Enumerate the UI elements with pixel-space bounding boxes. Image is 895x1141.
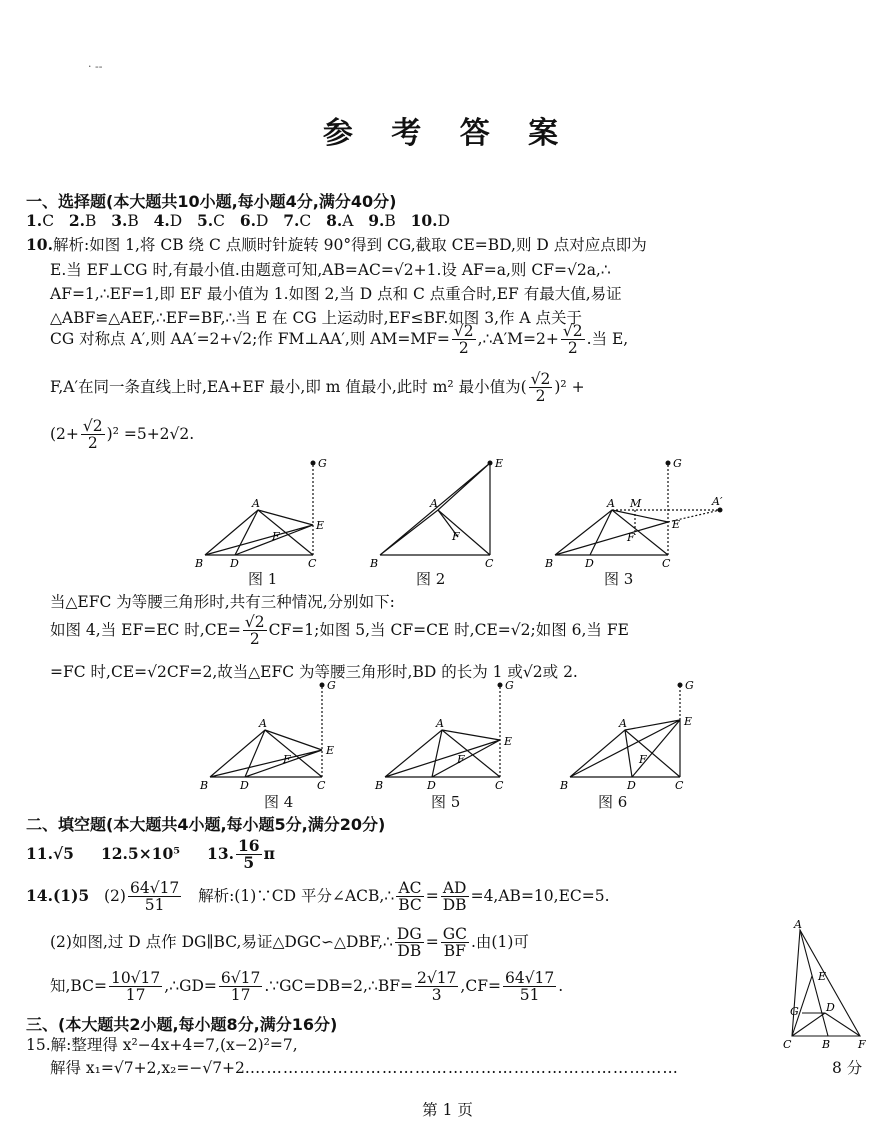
fig-caption: 图 3: [604, 570, 634, 588]
point-g: [678, 683, 683, 688]
fig-caption: 图 1: [248, 570, 278, 588]
label-f: F: [627, 531, 635, 544]
label-a: A: [252, 497, 260, 510]
point-g: [666, 461, 671, 466]
fraction: $\frac{AD}{DB}$: [442, 879, 467, 915]
q14-figure: [780, 918, 875, 1053]
label-f: F: [457, 753, 465, 766]
fraction: $\frac{√2}{2}$: [82, 417, 103, 453]
fraction: $\frac{64√17}{51}$: [504, 969, 555, 1005]
fraction: $\frac{√2}{2}$: [244, 613, 265, 649]
fraction: $\frac{DG}{DB}$: [396, 925, 422, 961]
label-e: E: [818, 970, 827, 983]
figures-1-3: [190, 455, 723, 570]
label-c: C: [485, 557, 494, 570]
label-a: A: [430, 497, 438, 510]
point-g: [498, 683, 503, 688]
figures-4-6: [195, 675, 715, 790]
q11-answer: 11.√5: [26, 843, 74, 863]
fig-caption: 图 6: [598, 793, 628, 811]
label-d: D: [240, 779, 249, 792]
answer-item: 1.C: [26, 211, 55, 230]
header-mark: · --: [88, 60, 103, 73]
label-f: F: [283, 753, 291, 766]
fig-caption: 图 5: [431, 793, 461, 811]
label-g: G: [318, 457, 327, 470]
label-c: C: [783, 1038, 792, 1051]
isosceles-line-3: =FC 时,CE=√2CF=2,故当△EFC 为等腰三角形时,BD 的长为 1 或√2或 2.: [50, 663, 578, 681]
fraction: $\frac{2√17}{3}$: [416, 969, 457, 1005]
fill-answers: 11.√5 12.5×10⁵ 13. $\frac{16}{5}$ π: [26, 836, 275, 873]
label-d: D: [427, 779, 436, 792]
page-footer: 第 1 页: [422, 1101, 473, 1119]
label-b: B: [822, 1038, 831, 1051]
answer-item: 8.A: [326, 211, 354, 230]
label-c: C: [495, 779, 504, 792]
q15-score: 8 分: [832, 1059, 863, 1077]
point-e: [488, 461, 493, 466]
q14-line-1: 14.(1)5 (2) $\frac{64√17}{51}$ 解析:(1)∵CD 平分∠ACB,∴ $\frac{AC}{BC}$ = $\frac{AD}{DB}$ =4,AB=10,EC=5.: [26, 879, 610, 915]
point-a-prime: [718, 508, 723, 513]
q15-line-2: 解得 x₁=√7+2,x₂=−√7+2.……………………………………………………………………: [50, 1059, 679, 1077]
label-b: B: [370, 557, 379, 570]
section3-heading: 三、(本大题共2小题,每小题8分,满分16分): [26, 1015, 338, 1034]
fraction: $\frac{√2}{2}$: [530, 370, 551, 406]
label-m: M: [630, 497, 642, 510]
label-f: F: [452, 530, 460, 543]
fraction: $\frac{6√17}{17}$: [220, 969, 261, 1005]
fig1-edge: [205, 510, 313, 555]
label-b: B: [195, 557, 204, 570]
label-d: D: [230, 557, 239, 570]
label-a: A: [259, 717, 267, 730]
fig5-edge: [385, 730, 500, 777]
section1-heading: 一、选择题(本大题共10小题,每小题4分,满分40分): [26, 192, 397, 211]
label-c: C: [308, 557, 317, 570]
q14-edge: [792, 930, 860, 1036]
q14-line-2: (2)如图,过 D 点作 DG∥BC,易证△DGC∽△DBF,∴ $\frac{DG}{DB}$ = $\frac{GC}{BF}$ .由(1)可: [50, 925, 529, 961]
label-a: A: [607, 497, 615, 510]
label-b: B: [560, 779, 569, 792]
q14-line-3: 知,BC= $\frac{10√17}{17}$ ,∴GD= $\frac{6√17}{17}$ .∵GC=DB=2,∴BF= $\frac{2√17}{3}$ ,CF= $\frac{64√17}{51}$ .: [50, 969, 564, 1005]
q13-label: 13.: [207, 843, 234, 863]
q10-line-6: F,A′在同一条直线上时,EA+EF 最小,即 m 值最小,此时 m² 最小值为( $\frac{√2}{2}$ )² +: [50, 370, 585, 406]
fraction: $\frac{√2}{2}$: [453, 322, 474, 358]
label-d: D: [585, 557, 594, 570]
label-d: D: [826, 1001, 835, 1014]
label-e: E: [504, 735, 513, 748]
fig4-edge: [210, 730, 322, 777]
answer-item: 7.C: [283, 211, 312, 230]
fraction: $\frac{√2}{2}$: [562, 322, 583, 358]
fraction: $\frac{10√17}{17}$: [110, 969, 161, 1005]
isosceles-line-2: 如图 4,当 EF=EC 时,CE= $\frac{√2}{2}$ CF=1;如图 5,当 CF=CE 时,CE=√2;如图 6,当 FE: [50, 613, 629, 649]
label-e: E: [316, 519, 325, 532]
label-e: E: [495, 457, 504, 470]
label-a: A: [794, 918, 802, 931]
point-g: [320, 683, 325, 688]
label-c: C: [675, 779, 684, 792]
q10-line-7: (2+ $\frac{√2}{2}$ )² =5+2√2.: [50, 417, 195, 453]
fraction: $\frac{AC}{BC}$: [398, 879, 422, 915]
label-c: C: [317, 779, 326, 792]
label-b: B: [200, 779, 209, 792]
answer-item: 9.B: [368, 211, 396, 230]
label-g: G: [327, 679, 336, 692]
label-g: G: [790, 1005, 799, 1018]
label-f: F: [858, 1038, 866, 1051]
q12-answer: 12.5×10⁵: [100, 843, 181, 863]
fig1-edge: [205, 510, 313, 555]
fraction: $\frac{16}{5}$: [238, 836, 260, 873]
answer-item: 3.B: [111, 211, 139, 230]
label-e: E: [326, 744, 335, 757]
fig1-edge: [235, 510, 258, 555]
label-g: G: [505, 679, 514, 692]
answer-item: 10.D: [410, 211, 450, 230]
isosceles-intro: 当△EFC 为等腰三角形时,共有三种情况,分别如下:: [50, 593, 395, 611]
q14-edge: [792, 930, 860, 1036]
choice-answers: [26, 211, 450, 230]
point-g: [311, 461, 316, 466]
label-a-prime: A′: [712, 495, 723, 508]
q15-line-1: 15.解:整理得 x²−4x+4=7,(x−2)²=7,: [26, 1036, 298, 1054]
section2-heading: 二、填空题(本大题共4小题,每小题5分,满分20分): [26, 815, 386, 834]
label-b: B: [545, 557, 554, 570]
label-d: D: [627, 779, 636, 792]
label-e: E: [684, 715, 693, 728]
q10-line-4: △ABF≌△AEF,∴EF=BF,∴当 E 在 CG 上运动时,EF≤BF.如图 3,作 A 点关于: [50, 309, 583, 327]
label-b: B: [375, 779, 384, 792]
q10-line-5: CG 对称点 A′,则 AA′=2+√2;作 FM⊥AA′,则 AM=MF= $\frac{√2}{2}$ ,∴A′M=2+ $\frac{√2}{2}$ .当 E,: [50, 322, 629, 358]
fraction: $\frac{64√17}{51}$: [129, 879, 180, 915]
label-f: F: [639, 753, 647, 766]
answer-item: 6.D: [239, 211, 269, 230]
q10-line-3: AF=1,∴EF=1,即 EF 最小值为 1.如图 2,当 D 点和 C 点重合时,EF 有最大值,易证: [50, 285, 622, 303]
label-c: C: [662, 557, 671, 570]
fig-caption: 图 2: [416, 570, 446, 588]
page-title: 参 考 答 案: [322, 116, 573, 151]
label-g: G: [673, 457, 682, 470]
label-g: G: [685, 679, 694, 692]
answer-item: 5.C: [196, 211, 226, 230]
fraction: $\frac{GC}{BF}$: [442, 925, 467, 961]
answer-item: 4.D: [153, 211, 183, 230]
q10-line-2: E.当 EF⊥CG 时,有最小值.由题意可知,AB=AC=√2+1.设 AF=a,则 CF=√2a,∴: [50, 261, 611, 279]
label-f: F: [272, 530, 280, 543]
q10-line-1: 10.解析:如图 1,将 CB 绕 C 点顺时针旋转 90°得到 CG,截取 CE=BD,则 D 点对应点即为: [26, 235, 647, 254]
label-e: E: [672, 518, 681, 531]
fig-caption: 图 4: [264, 793, 294, 811]
label-a: A: [436, 717, 444, 730]
fig3-edge: [555, 510, 668, 555]
label-a: A: [619, 717, 627, 730]
answer-item: 2.B: [68, 211, 97, 230]
